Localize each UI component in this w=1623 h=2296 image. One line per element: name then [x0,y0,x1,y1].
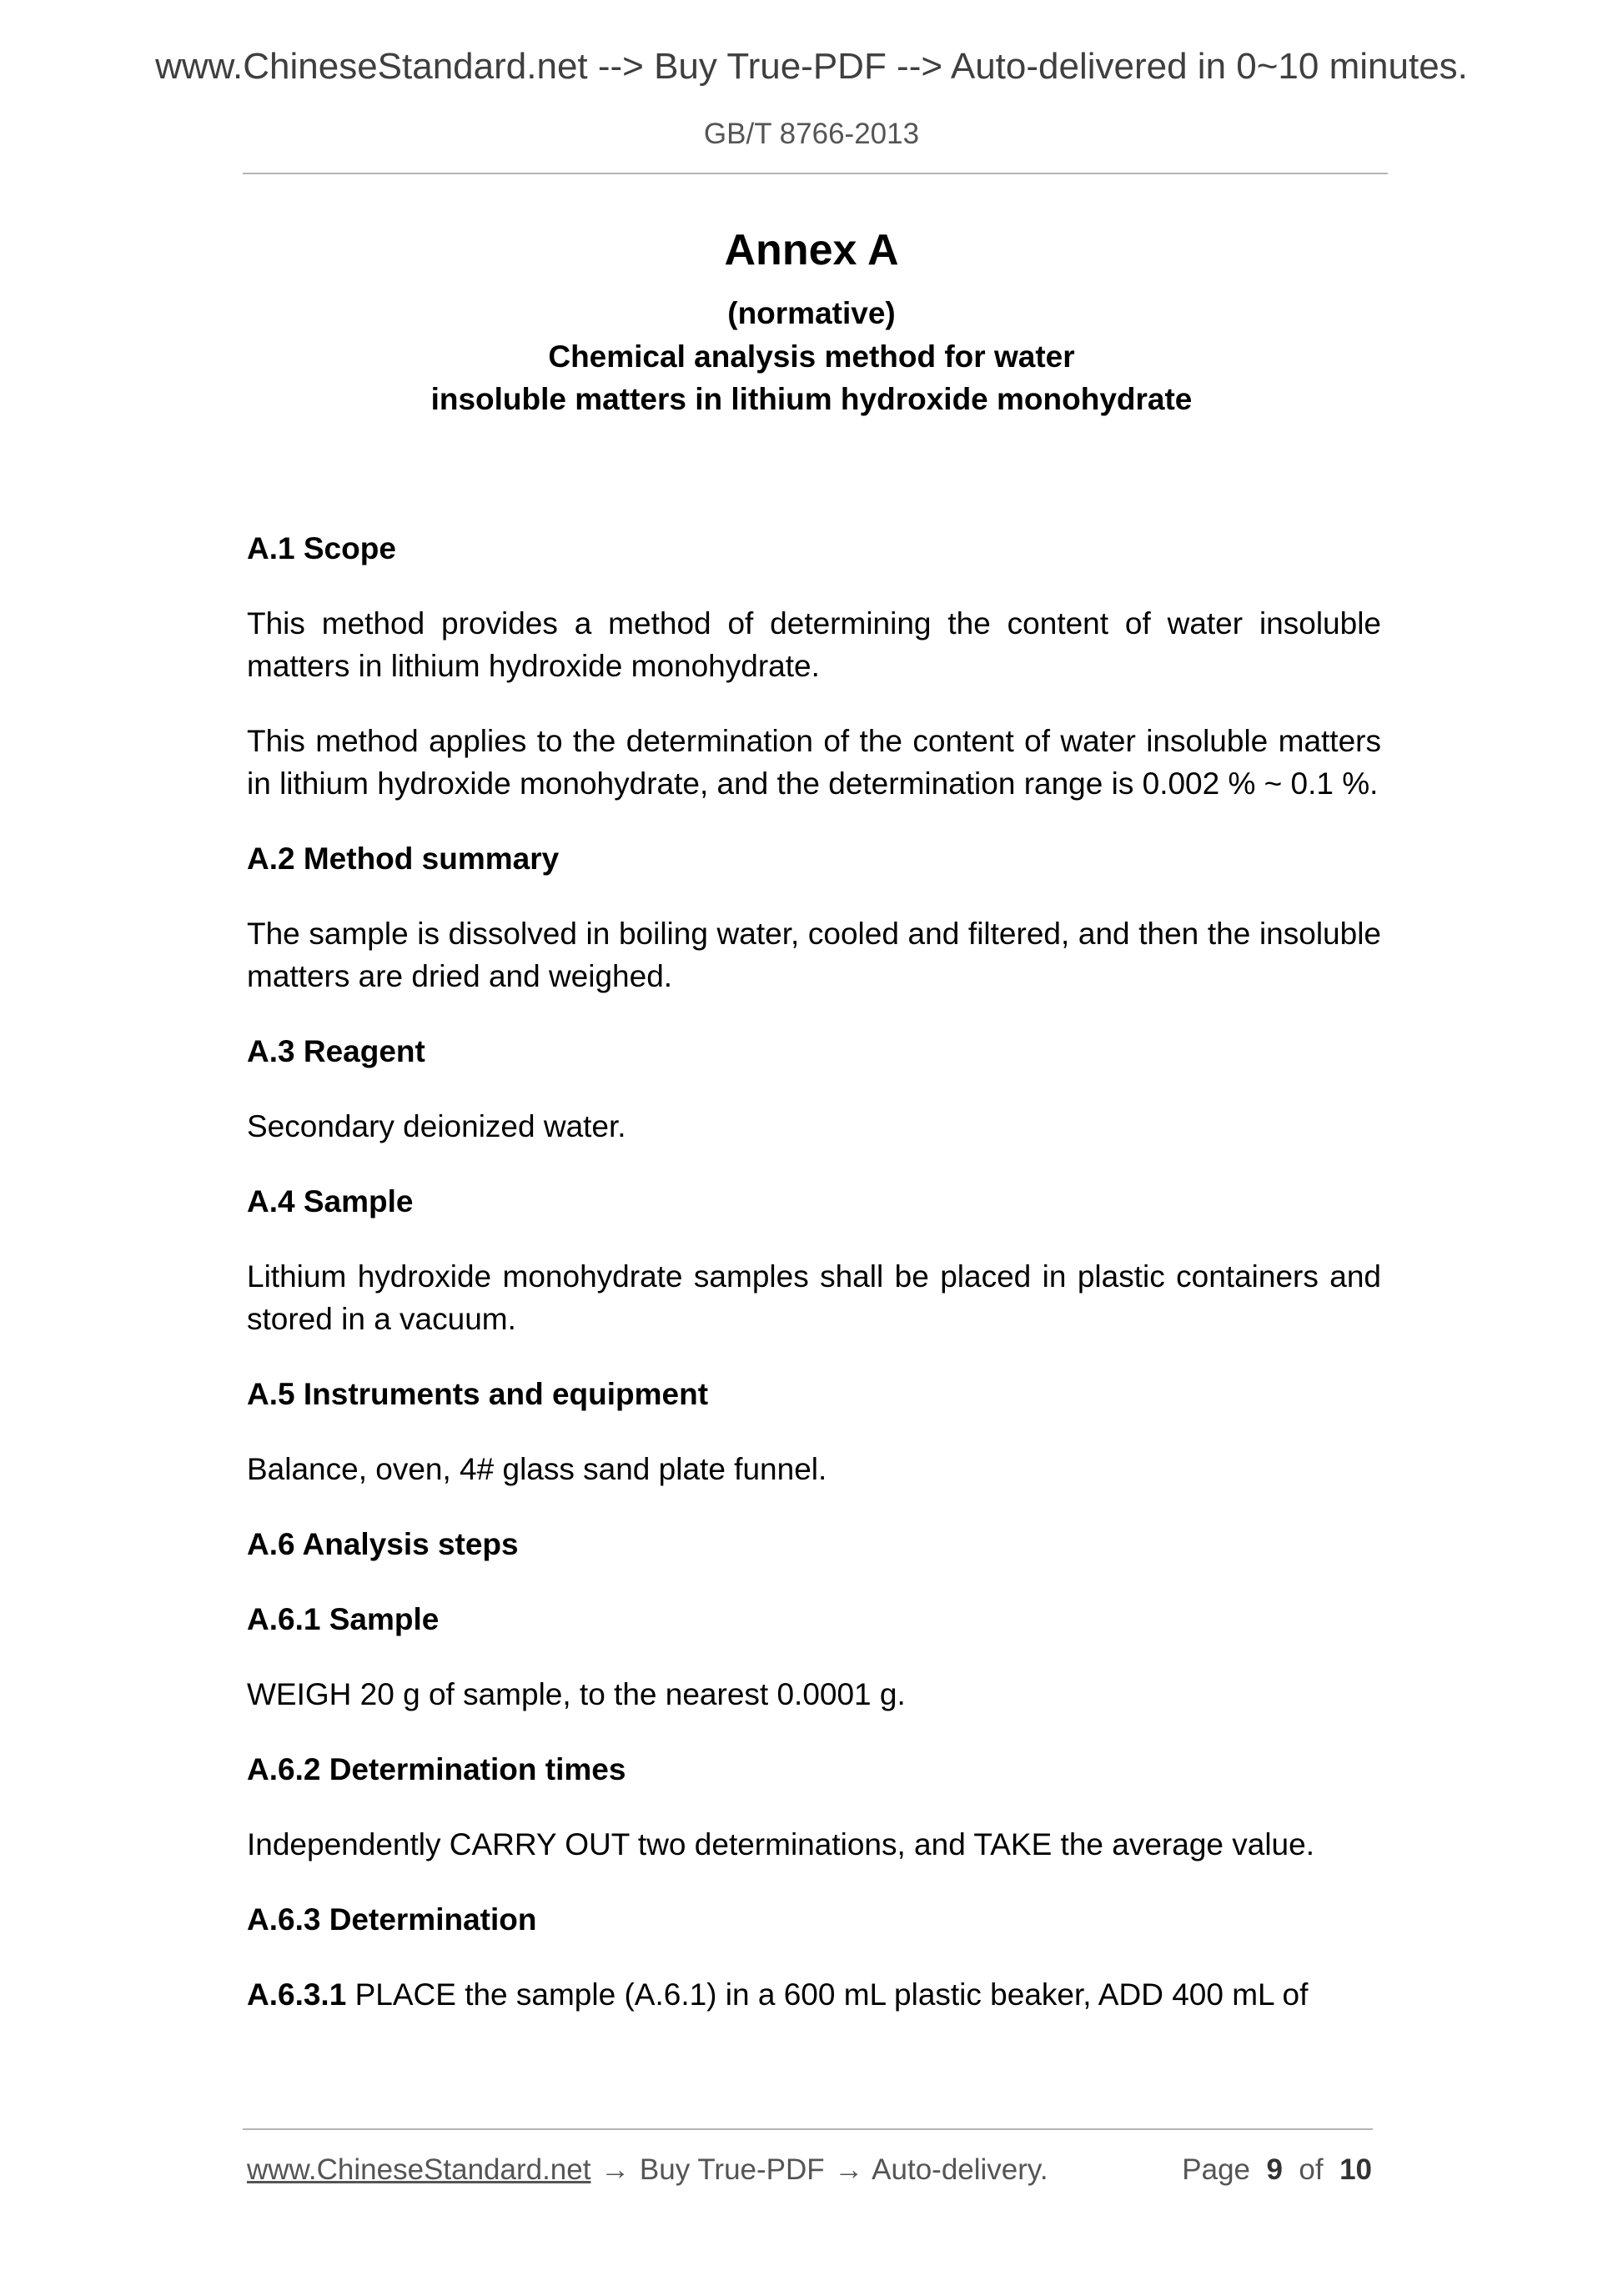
footer-buy-text: Buy True-PDF [631,2153,833,2186]
section-a3-paragraph: Secondary deionized water. [247,1109,626,1143]
footer-site-link[interactable]: www.ChineseStandard.net [247,2153,591,2186]
page-of-label: of [1299,2153,1324,2186]
section-a4-paragraph: Lithium hydroxide monohydrate samples shall be placed in plastic containers and stored in a vacuum. [247,1259,1381,1336]
section-a5-paragraph: Balance, oven, 4# glass sand plate funnel. [247,1452,827,1486]
footer-divider [243,2128,1373,2130]
footer-delivery-text: Auto-delivery. [865,2153,1048,2186]
section-a61-paragraph: WEIGH 20 g of sample, to the nearest 0.0001 g. [247,1677,906,1711]
section-a62-paragraph: Independently CARRY OUT two determinations, and TAKE the average value. [247,1827,1314,1861]
document-body [247,527,1381,2016]
annex-subtitle-line2: insoluble matters in lithium hydroxide monohydrate [430,382,1193,416]
clause-text-a631: PLACE the sample (A.6.1) in a 600 mL plastic beaker, ADD 400 mL of [346,1977,1309,2012]
section-a1-paragraph-2: This method applies to the determination of the content of water insoluble matters in lithium hydroxide monohydrate, and the determination range is 0.002 % ~ 0.1 %. [247,724,1381,801]
page-label: Page [1182,2153,1251,2186]
footer-links [247,2152,1048,2188]
section-heading-a63: A.6.3 Determination [247,1902,537,1937]
section-heading-a2: A.2 Method summary [247,842,560,876]
header-divider [243,173,1388,174]
section-a631-paragraph [247,1973,1381,2016]
section-heading-a6: A.6 Analysis steps [247,1527,519,1561]
annex-subtitle-line1: Chemical analysis method for water [548,339,1075,374]
section-heading-a3: A.3 Reagent [247,1034,425,1068]
arrow-right-icon: → [600,2153,631,2186]
page-current: 9 [1266,2153,1283,2186]
page-total: 10 [1339,2153,1372,2186]
page-indicator [1182,2152,1372,2188]
section-heading-a61: A.6.1 Sample [247,1602,440,1636]
top-banner: www.ChineseStandard.net --> Buy True-PDF --> Auto-delivered in 0~10 minutes. [155,46,1468,87]
section-heading-a62: A.6.2 Determination times [247,1752,626,1786]
standard-code: GB/T 8766-2013 [703,118,920,150]
section-heading-a4: A.4 Sample [247,1184,414,1218]
section-a1-paragraph-1: This method provides a method of determining the content of water insoluble matters in lithium hydroxide monohydrate. [247,606,1381,683]
arrow-right-icon: → [834,2153,864,2186]
annex-type: (normative) [727,296,896,330]
clause-number-a631: A.6.3.1 [247,1977,347,2012]
section-a2-paragraph: The sample is dissolved in boiling water, cooled and filtered, and then the insoluble matters are dried and weighed. [247,917,1381,993]
section-heading-a1: A.1 Scope [247,531,396,565]
section-heading-a5: A.5 Instruments and equipment [247,1377,709,1411]
annex-title: Annex A [724,226,899,274]
